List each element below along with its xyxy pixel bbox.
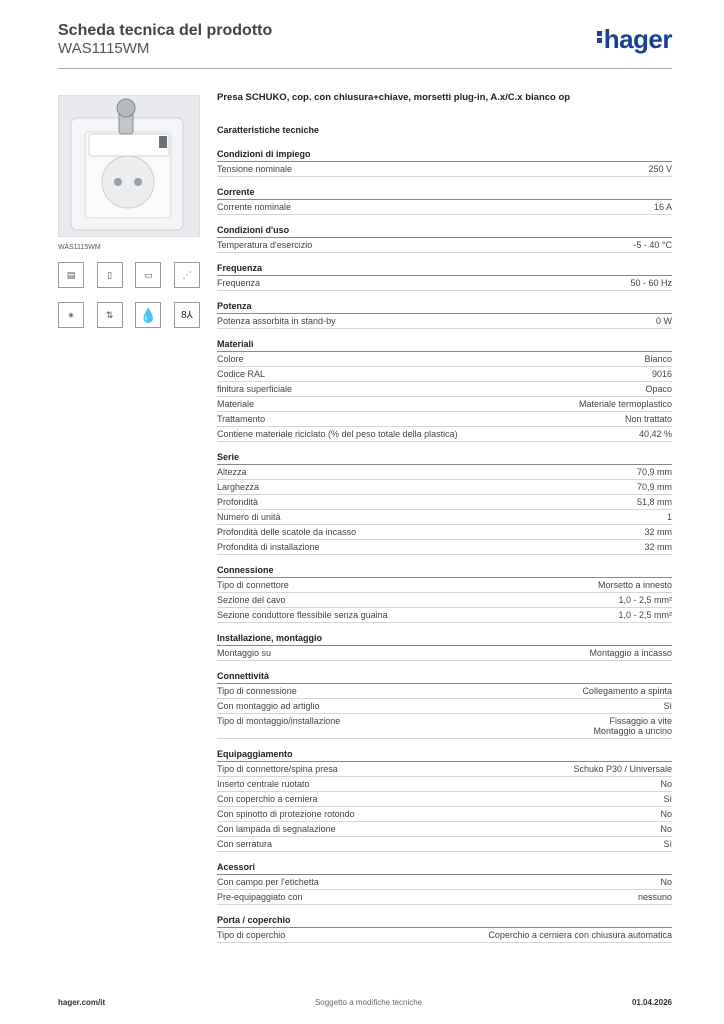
- spec-label: finitura superficiale: [217, 384, 293, 394]
- spec-value: Fissaggio a vite Montaggio a uncino: [593, 716, 672, 736]
- section-title: Potenza: [217, 301, 672, 314]
- spec-row: [217, 480, 672, 495]
- section-title: Porta / coperchio: [217, 915, 672, 928]
- spec-section: [217, 301, 672, 329]
- spec-section: [217, 862, 672, 905]
- wire-strip-icon: 8⅄: [174, 302, 200, 328]
- product-image: [58, 95, 200, 237]
- spec-value: 1: [666, 512, 672, 522]
- footer: [58, 998, 672, 1007]
- spec-row: [217, 238, 672, 253]
- spec-value: Schuko P30 / Universale: [573, 764, 672, 774]
- spec-section: [217, 749, 672, 852]
- spec-section: [217, 633, 672, 661]
- spec-label: Altezza: [217, 467, 247, 477]
- spec-label: Colore: [217, 354, 244, 364]
- footer-date: 01.04.2026: [631, 998, 672, 1007]
- spec-label: Con coperchio a cerniera: [217, 794, 318, 804]
- spec-row: [217, 792, 672, 807]
- spec-row: [217, 352, 672, 367]
- hager-logo: hager: [597, 26, 672, 52]
- drops-icon: 💧: [135, 302, 161, 328]
- spec-section: [217, 149, 672, 177]
- spec-value: 40,42 %: [638, 429, 672, 439]
- spec-value: 1,0 - 2,5 mm²: [618, 595, 672, 605]
- product-description: Presa SCHUKO, cop. con chiusura+chiave, morsetti plug-in, A.x/C.x bianco op: [217, 92, 571, 103]
- spec-value: No: [660, 809, 672, 819]
- spec-label: Tipo di connettore: [217, 580, 289, 590]
- spec-row: [217, 714, 672, 739]
- spec-row: [217, 200, 672, 215]
- spec-value: Morsetto a innesto: [597, 580, 672, 590]
- spec-label: Numero di unità: [217, 512, 281, 522]
- header-divider: [58, 68, 672, 69]
- section-title: Corrente: [217, 187, 672, 200]
- spec-label: Corrente nominale: [217, 202, 292, 212]
- spec-value: Sì: [663, 701, 672, 711]
- box-depth-icon: ▭: [135, 262, 161, 288]
- spec-row: [217, 928, 672, 943]
- spec-value: Montaggio a incasso: [589, 648, 672, 658]
- spec-value: 32 mm: [644, 527, 672, 537]
- spec-section: [217, 915, 672, 943]
- spec-value: Bianco: [644, 354, 672, 364]
- spec-row: [217, 465, 672, 480]
- spec-value: No: [660, 779, 672, 789]
- footer-website[interactable]: hager.com/it: [58, 998, 106, 1007]
- spec-row: [217, 593, 672, 608]
- spec-row: [217, 837, 672, 852]
- spec-value: No: [660, 824, 672, 834]
- spec-row: [217, 540, 672, 555]
- mounting-icon: ▯: [97, 262, 123, 288]
- spec-row: [217, 525, 672, 540]
- section-title: Serie: [217, 452, 672, 465]
- section-title: Equipaggiamento: [217, 749, 672, 762]
- section-title: Materiali: [217, 339, 672, 352]
- spec-value: 9016: [651, 369, 672, 379]
- spec-row: [217, 807, 672, 822]
- spec-label: Frequenza: [217, 278, 261, 288]
- spec-row: [217, 495, 672, 510]
- spec-value: nessuno: [637, 892, 672, 902]
- page-title: Scheda tecnica del prodotto: [58, 22, 273, 39]
- spec-section: [217, 263, 672, 291]
- spec-value: No: [660, 877, 672, 887]
- spec-row: [217, 777, 672, 792]
- spec-row: [217, 162, 672, 177]
- tech-heading: Caratteristiche tecniche: [217, 125, 320, 135]
- spec-value: 250 V: [648, 164, 672, 174]
- spec-row: [217, 367, 672, 382]
- spec-section: [217, 187, 672, 215]
- screw-icon: ⋰: [174, 262, 200, 288]
- spec-label: Materiale: [217, 399, 255, 409]
- spec-label: Sezione del cavo: [217, 595, 286, 605]
- spec-label: Trattamento: [217, 414, 266, 424]
- spec-row: [217, 427, 672, 442]
- spec-label: Tipo di montaggio/installazione: [217, 716, 341, 726]
- spec-label: Profondità delle scatole da incasso: [217, 527, 357, 537]
- spec-value: Opaco: [645, 384, 672, 394]
- spec-label: Inserto centrale ruotato: [217, 779, 310, 789]
- spec-row: [217, 412, 672, 427]
- spec-section: [217, 565, 672, 623]
- spec-label: Con montaggio ad artiglio: [217, 701, 320, 711]
- spec-row: [217, 276, 672, 291]
- dimension-icon: ▤: [58, 262, 84, 288]
- product-code: WAS1115WM: [58, 40, 150, 57]
- spec-row: [217, 382, 672, 397]
- spec-value: Sì: [663, 839, 672, 849]
- spec-label: Con serratura: [217, 839, 273, 849]
- spec-label: Sezione conduttore flessibile senza guaina: [217, 610, 388, 620]
- section-title: Acessori: [217, 862, 672, 875]
- spec-value: 1,0 - 2,5 mm²: [618, 610, 672, 620]
- section-title: Connettività: [217, 671, 672, 684]
- spec-section: [217, 225, 672, 253]
- spec-value: 50 - 60 Hz: [630, 278, 672, 288]
- spec-value: Materiale termoplastico: [578, 399, 672, 409]
- spec-section: [217, 339, 672, 442]
- spec-label: Pre-equipaggiato con: [217, 892, 303, 902]
- spec-section: [217, 671, 672, 739]
- spec-row: [217, 890, 672, 905]
- section-title: Frequenza: [217, 263, 672, 276]
- spec-section: [217, 452, 672, 555]
- spec-row: [217, 699, 672, 714]
- spec-label: Contiene materiale riciclato (% del peso totale della plastica): [217, 429, 458, 439]
- spec-label: Con campo per l'etichetta: [217, 877, 319, 887]
- spec-row: [217, 314, 672, 329]
- spec-label: Montaggio su: [217, 648, 272, 658]
- spec-value: 0 W: [655, 316, 672, 326]
- spec-row: [217, 646, 672, 661]
- spec-label: Tipo di connessione: [217, 686, 297, 696]
- spec-label: Tipo di connettore/spina presa: [217, 764, 338, 774]
- spec-value: Coperchio a cerniera con chiusura automatica: [488, 930, 672, 940]
- spec-label: Profondità di installazione: [217, 542, 320, 552]
- spec-value: 16 A: [653, 202, 672, 212]
- spec-label: Codice RAL: [217, 369, 266, 379]
- spec-label: Profondità: [217, 497, 259, 507]
- spec-label: Temperatura d'esercizio: [217, 240, 313, 250]
- section-title: Condizioni di impiego: [217, 149, 672, 162]
- logo-dots-icon: [597, 29, 602, 45]
- spec-label: Con spinotto di protezione rotondo: [217, 809, 355, 819]
- spec-row: [217, 822, 672, 837]
- section-title: Condizioni d'uso: [217, 225, 672, 238]
- spec-label: Potenza assorbita in stand-by: [217, 316, 336, 326]
- section-title: Installazione, montaggio: [217, 633, 672, 646]
- spec-sections: [217, 149, 672, 943]
- spec-label: Tensione nominale: [217, 164, 293, 174]
- spec-label: Tipo di coperchio: [217, 930, 286, 940]
- spec-value: Sì: [663, 794, 672, 804]
- spec-value: 32 mm: [644, 542, 672, 552]
- pictogram-grid: [58, 262, 200, 342]
- spec-row: [217, 684, 672, 699]
- spec-value: 70,9 mm: [636, 482, 672, 492]
- section-title: Connessione: [217, 565, 672, 578]
- spec-content: [217, 92, 672, 953]
- spec-value: Non trattato: [624, 414, 672, 424]
- spec-label: Larghezza: [217, 482, 260, 492]
- footer-note: Soggetto a modifiche tecniche: [314, 998, 423, 1007]
- spec-row: [217, 608, 672, 623]
- spec-row: [217, 762, 672, 777]
- image-caption: WAS1115WM: [58, 244, 101, 251]
- terminal-icon: ∗: [58, 302, 84, 328]
- spec-row: [217, 397, 672, 412]
- plug-in-terminal-icon: ⇅: [97, 302, 123, 328]
- spec-value: -5 - 40 °C: [633, 240, 672, 250]
- spec-row: [217, 510, 672, 525]
- spec-value: 51,8 mm: [636, 497, 672, 507]
- spec-row: [217, 578, 672, 593]
- spec-value: Collegamento a spinta: [582, 686, 672, 696]
- spec-value: 70,9 mm: [636, 467, 672, 477]
- spec-row: [217, 875, 672, 890]
- spec-label: Con lampada di segnalazione: [217, 824, 336, 834]
